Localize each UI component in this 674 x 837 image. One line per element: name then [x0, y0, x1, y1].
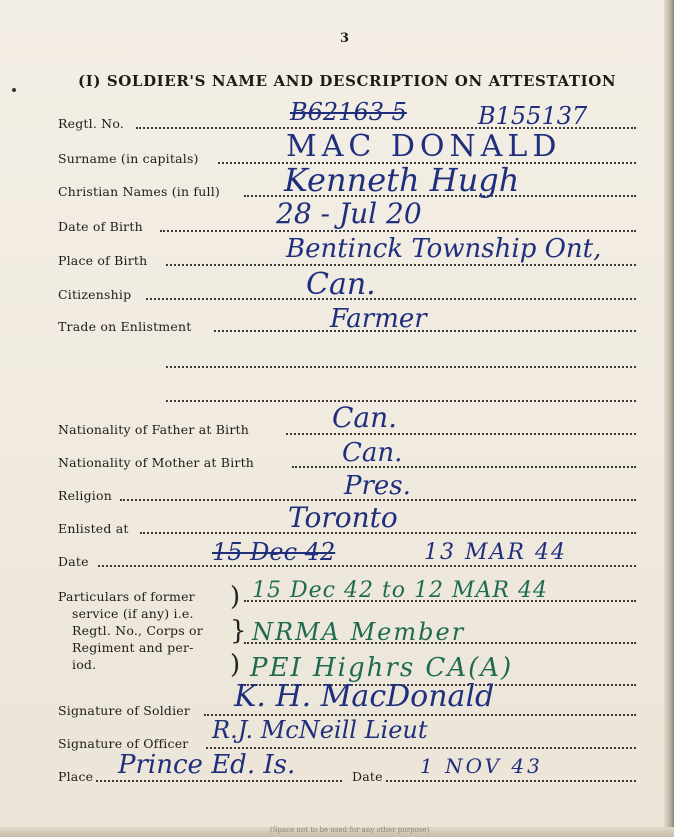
nationality-mother-value: Can. [342, 438, 403, 468]
former-service-value-1: 15 Dec 42 to 12 MAR 44 [252, 578, 548, 603]
trade-extra-line-2 [166, 400, 636, 402]
citizenship-value: Can. [306, 267, 376, 302]
signature-officer-value: R.J. McNeill Lieut [212, 716, 428, 744]
surname-label: Surname (in capitals) [58, 151, 199, 166]
bracket-1: ) [230, 582, 241, 612]
place-line [96, 780, 342, 782]
former-service-label-4: Regiment and per- [72, 640, 194, 655]
page-edge-right [664, 0, 674, 837]
place-of-birth-value: Bentinck Township Ont, [286, 234, 602, 264]
enlisted-at-value: Toronto [288, 501, 398, 534]
former-service-value-3: PEI Highrs CA(A) [250, 653, 514, 683]
signature-soldier-label: Signature of Soldier [58, 703, 191, 718]
former-service-label-2: service (if any) i.e. [72, 606, 194, 621]
place-of-birth-line [166, 264, 636, 266]
trade-label: Trade on Enlistment [58, 319, 192, 334]
former-service-label-5: iod. [72, 657, 97, 672]
place-date-value: 1 NOV 43 [420, 754, 543, 778]
signature-soldier-value: K. H. MacDonald [234, 679, 495, 714]
nationality-father-label: Nationality of Father at Birth [58, 422, 249, 437]
place-date-label: Date [352, 769, 383, 784]
date-of-birth-label: Date of Birth [58, 219, 143, 234]
regtl-no-label: Regtl. No. [58, 116, 124, 131]
citizenship-line [146, 298, 636, 300]
christian-names-label: Christian Names (in full) [58, 184, 220, 199]
enlisted-at-label: Enlisted at [58, 521, 129, 536]
signature-officer-label: Signature of Officer [58, 736, 189, 751]
date-of-birth-value: 28 - Jul 20 [276, 197, 422, 230]
religion-label: Religion [58, 488, 112, 503]
former-service-value-2: NRMA Member [252, 618, 466, 646]
place-of-birth-label: Place of Birth [58, 253, 148, 268]
bracket-2: } [230, 616, 247, 646]
page-number: 3 [340, 31, 350, 46]
bracket-3: ) [230, 650, 241, 680]
christian-names-value: Kenneth Hugh [284, 161, 520, 199]
nationality-mother-label: Nationality of Mother at Birth [58, 455, 255, 470]
trade-value: Farmer [330, 304, 427, 334]
nationality-father-value: Can. [332, 401, 398, 434]
date-line [98, 565, 636, 567]
former-service-label-3: Regtl. No., Corps or [72, 623, 203, 638]
ink-dot [12, 88, 16, 92]
place-label: Place [58, 769, 94, 784]
place-date-line [386, 780, 636, 782]
religion-value: Pres. [344, 471, 411, 501]
signature-officer-line [206, 747, 636, 749]
date-label: Date [58, 554, 89, 569]
footer-note: (Space not to be used for any other purpose) [270, 826, 430, 834]
date-struck: 15 Dec 42 [212, 538, 336, 566]
regtl-no-value: B155137 [478, 102, 588, 130]
surname-value: MAC DONALD [286, 129, 562, 164]
trade-extra-line-1 [166, 366, 636, 368]
date-of-birth-line [160, 230, 636, 232]
place-value: Prince Ed. Is. [118, 750, 296, 780]
former-service-label-1: Particulars of former [58, 589, 195, 604]
form-heading: (I) SOLDIER'S NAME AND DESCRIPTION ON ATTESTATION [78, 72, 617, 90]
date-value: 13 MAR 44 [424, 540, 567, 565]
regtl-no-struck: B62163 5 [290, 98, 407, 126]
citizenship-label: Citizenship [58, 287, 132, 302]
